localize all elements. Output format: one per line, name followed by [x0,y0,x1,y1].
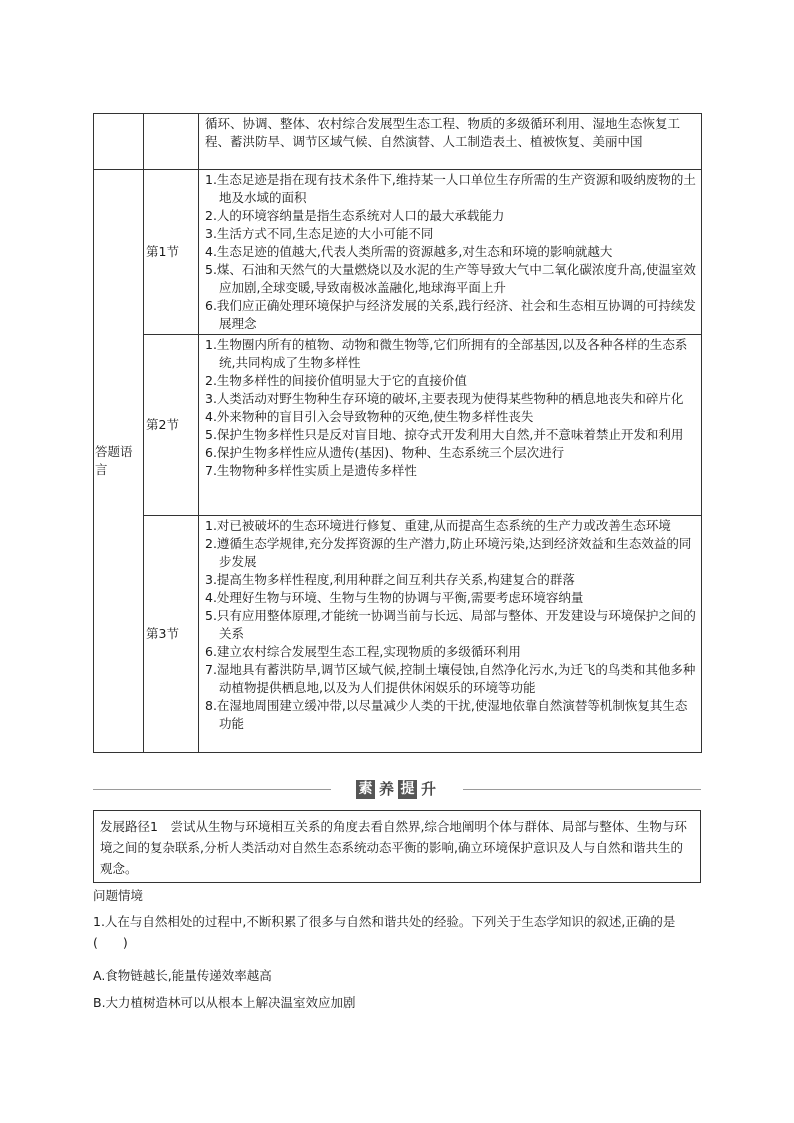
list-item: 2.生物多样性的间接价值明显大于它的直接价值 [205,373,467,388]
question-stem: 1.人在与自然相处的过程中,不断积累了很多与自然和谐共处的经验。下列关于生态学知识的叙述,正确的是 ( ) [93,914,726,950]
banner-char: 素 [356,780,375,799]
divider-line [93,789,331,790]
banner-char: 升 [420,779,436,798]
list-item: 4.外来物种的盲目引入会导致物种的灭绝,使生物多样性丧失 [205,409,534,424]
list-item: 6.保护生物多样性应从遗传(基因)、物种、生态系统三个层次进行 [205,445,565,460]
list-item: 1.对已被破坏的生态环境进行修复、重建,从而提高生态系统的生产力或改善生态环境 [205,518,671,533]
list-item: 4.生态足迹的值越大,代表人类所需的资源越多,对生态和环境的影响就越大 [205,244,613,259]
section-content [199,335,702,516]
list-item: 5.煤、石油和天然气的大量燃烧以及水泥的生产等导致大气中二氧化碳浓度升高,使温室效应加剧,全球变暖,导致南极冰盖融化,地球海平面上升 [205,262,696,295]
list-item: 6.建立农村综合发展型生态工程,实现物质的多级循环利用 [205,644,521,659]
option-b: B.大力植树造林可以从根本上解决温室效应加剧 [93,995,356,1010]
list-item: 5.只有应用整体原理,才能统一协调当前与长远、局部与整体、开发建设与环境保护之间的关系 [205,608,696,641]
list-item: 3.提高生物多样性程度,利用种群之间互利共存关系,构建复合的群落 [205,572,575,587]
table-top-row [94,114,702,170]
list-item: 6.我们应正确处理环境保护与经济发展的关系,践行经济、社会和生态相互协调的可持续发展理念 [205,298,696,331]
list-item: 5.保护生物多样性只是反对盲目地、掠夺式开发利用大自然,并不意味着禁止开发和利用 [205,427,684,442]
summary-table [93,113,702,753]
list-item: 1.生态足迹是指在现有技术条件下,维持某一人口单位生存所需的生产资源和吸纳废物的土地及水域的面积 [205,172,696,205]
development-path-box: 发展路径1 尝试从生物与环境相互关系的角度去看自然界,综合地阐明个体与群体、局部与整体、生物与环境之间的复杂联系,分析人类活动对自然生态系统动态平衡的影响,确立环境保护意识及人与自然和谐共生的观念。 [93,810,701,883]
list-item: 1.生物圈内所有的植物、动物和微生物等,它们所拥有的全部基因,以及各种各样的生态系统,共同构成了生物多样性 [205,337,688,370]
section-row-2 [94,335,702,516]
option-a: A.食物链越长,能量传递效率越高 [93,968,272,983]
divider-line [463,789,701,790]
scenario-label: 问题情境 [93,888,144,903]
empty-cell [94,114,144,170]
list-item: 7.湿地具有蓄洪防旱,调节区域气候,控制土壤侵蚀,自然净化污水,为迁飞的鸟类和其他多种动植物提供栖息地,以及为人们提供休闲娱乐的环境等功能 [205,662,696,695]
list-item: 3.生活方式不同,生态足迹的大小可能不同 [205,226,434,241]
banner-title [353,777,441,801]
section-row-3 [94,516,702,753]
section-content [199,170,702,335]
banner-char: 养 [378,779,394,798]
section-name: 第3节 [144,516,199,753]
list-item: 2.遵循生态学规律,充分发挥资源的生产潜力,防止环境污染,达到经济效益和生态效益的同步发展 [205,536,692,569]
section-name: 第2节 [144,335,199,516]
answer-language-label: 答题语言 [94,170,144,753]
section-banner [93,777,701,801]
empty-cell [144,114,199,170]
list-item: 7.生物物种多样性实质上是遗传多样性 [205,463,417,478]
keywords-cell: 循环、协调、整体、农村综合发展型生态工程、物质的多级循环利用、湿地生态恢复工程、蓄洪防旱、调节区域气候、自然演替、人工制造表土、植被恢复、美丽中国 [199,114,702,170]
section-content [199,516,702,753]
banner-char: 提 [398,780,417,799]
section-name: 第1节 [144,170,199,335]
list-item: 2.人的环境容纳量是指生态系统对人口的最大承载能力 [205,208,505,223]
list-item: 3.人类活动对野生物种生存环境的破坏,主要表现为使得某些物种的栖息地丧失和碎片化 [205,391,684,406]
section-row-1 [94,170,702,335]
list-item: 4.处理好生物与环境、生物与生物的协调与平衡,需要考虑环境容纳量 [205,590,584,605]
list-item: 8.在湿地周围建立缓冲带,以尽量减少人类的干扰,使湿地依靠自然演替等机制恢复其生态功能 [205,698,688,731]
